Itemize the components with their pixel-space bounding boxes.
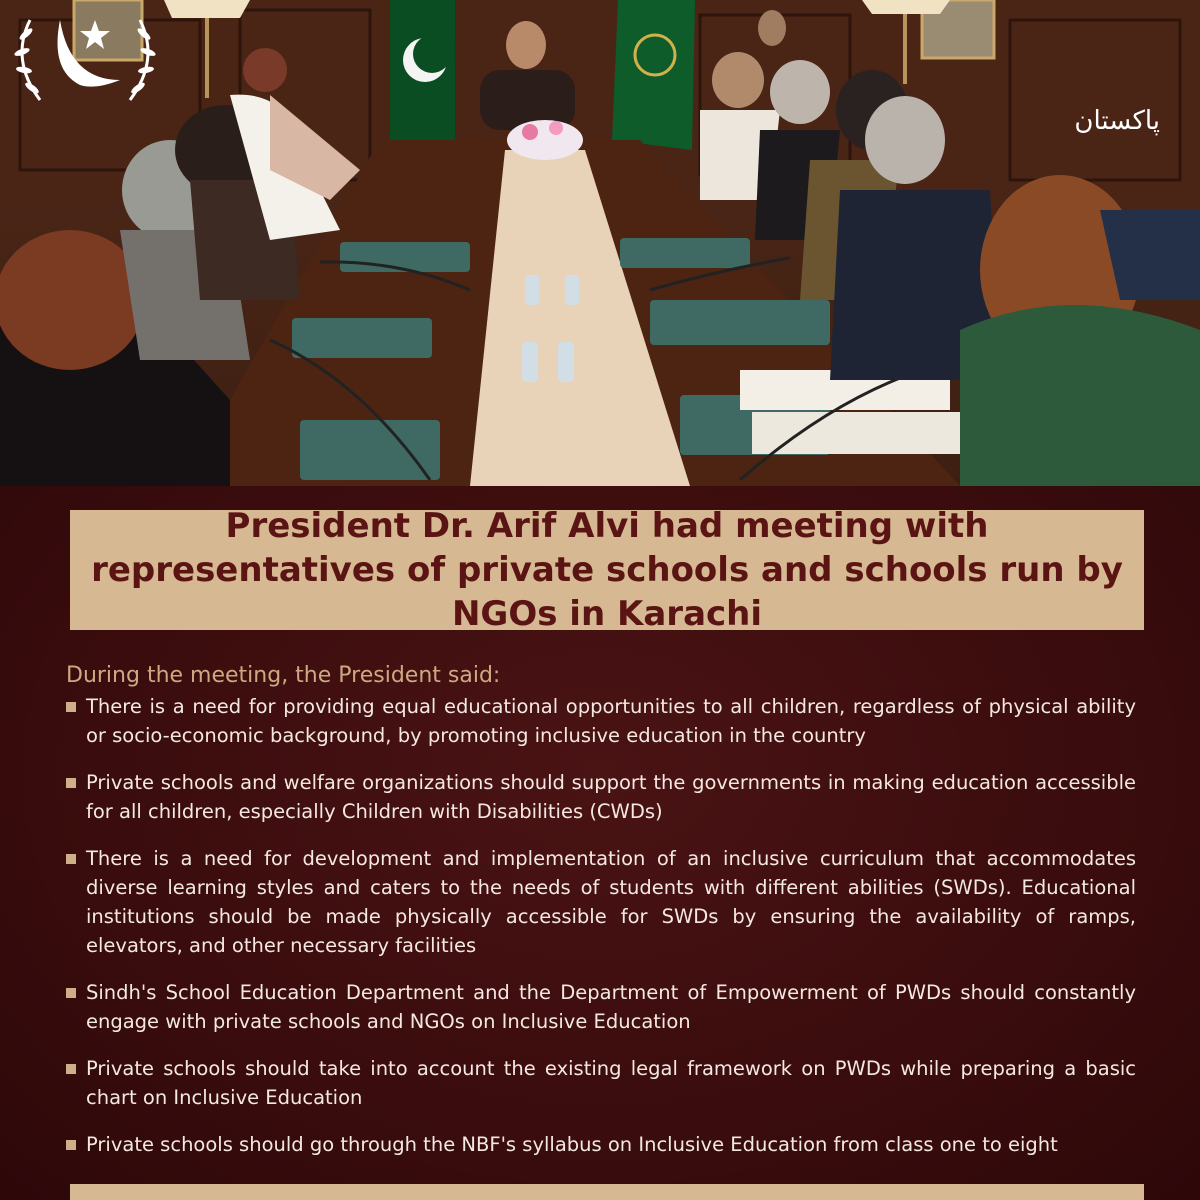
square-bullet-icon [66, 1064, 76, 1074]
crescent-star-laurel-emblem [0, 0, 170, 140]
emblem-urdu-text: پاکستان [1074, 106, 1160, 136]
square-bullet-icon [66, 778, 76, 788]
square-bullet-icon [66, 988, 76, 998]
list-item: Sindh's School Education Department and the Department of Empowerment of PWDs should constantly engage with private schools and NGOs on Inclusive Education [66, 978, 1136, 1036]
meeting-photo [0, 0, 1200, 486]
square-bullet-icon [66, 702, 76, 712]
list-item: There is a need for providing equal educational opportunities to all children, regardless of physical ability or socio-economic background, by promoting inclusive education in the country [66, 692, 1136, 750]
title-box [70, 506, 1144, 634]
page-title: President Dr. Arif Alvi had meeting with representatives of private schools and schools run by NGOs in Karachi [91, 506, 1123, 634]
list-item: There is a need for development and implementation of an inclusive curriculum that accommodates diverse learning styles and caters to the needs of students with different abilities (SWDs). Educational institutions should be made physically accessible for SWDs by ensuring the availability of ramps, elevators, and other necessary facilities [66, 844, 1136, 960]
meeting-photo-illustration [0, 0, 1200, 486]
list-item: Private schools should take into account the existing legal framework on PWDs while preparing a basic chart on Inclusive Education [66, 1054, 1136, 1112]
list-item: Private schools should go through the NBF's syllabus on Inclusive Education from class one to eight [66, 1130, 1136, 1159]
intro-text: During the meeting, the President said: [66, 663, 501, 688]
list-item: Private schools and welfare organizations should support the governments in making education accessible for all children, especially Children with Disabilities (CWDs) [66, 768, 1136, 826]
bottom-decorative-bar [70, 1184, 1144, 1200]
text-panel [0, 486, 1200, 1200]
pakistan-flag-icon [390, 0, 455, 150]
square-bullet-icon [66, 854, 76, 864]
square-bullet-icon [66, 1140, 76, 1150]
statement-list [66, 692, 1136, 1159]
